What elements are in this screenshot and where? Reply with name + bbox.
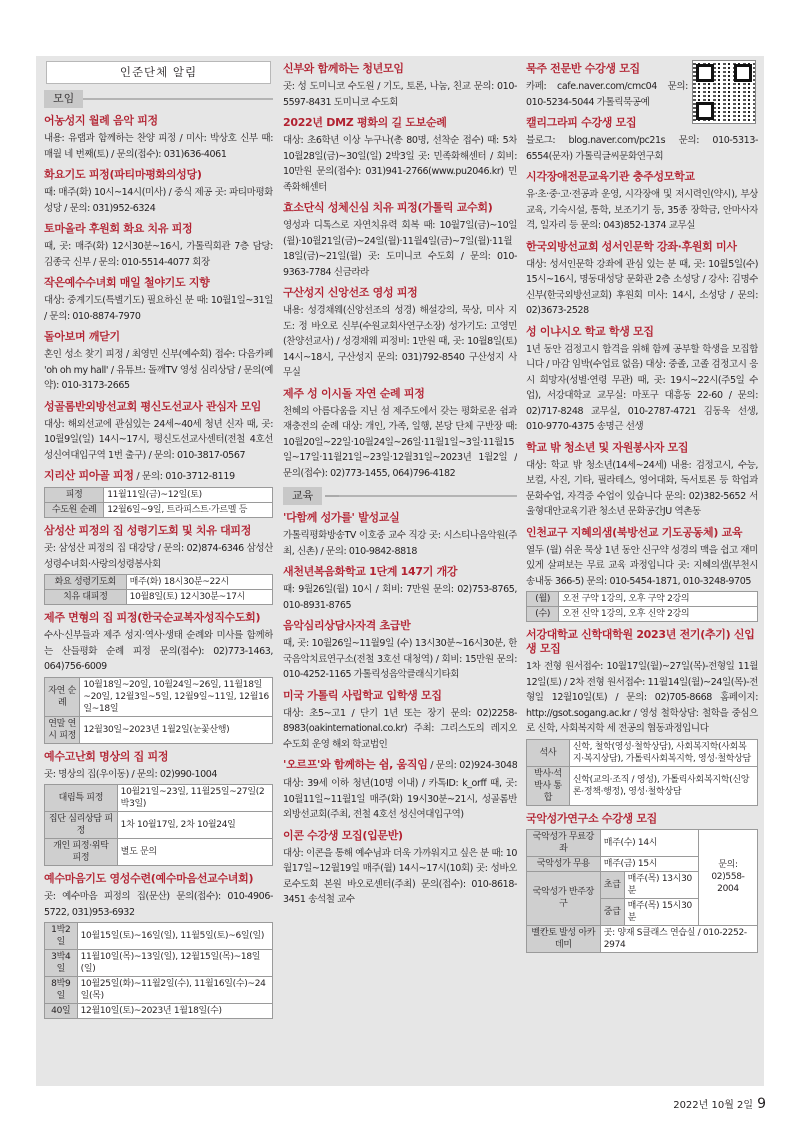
- column-2: [283, 56, 517, 1086]
- table-cell: 12월30일~2023년 1월2일(눈꽃산행): [80, 716, 273, 743]
- table-cell: 10월8일(토) 12시30분~17시: [126, 590, 272, 605]
- notice-item: [44, 750, 273, 867]
- table-cell: 오전 신약 1강의, 오후 신약 2강의: [559, 607, 758, 622]
- schedule-table: [44, 677, 273, 744]
- contact-cell: 문의: 02)558-2004: [699, 829, 758, 925]
- notice-title: 제주 성 이시돌 자연 순례 피정: [283, 386, 425, 400]
- notice-title: 서강대학교 신학대학원 2023년 전기(추기) 신입생 모집: [526, 628, 755, 655]
- notice-body: 대상: 성서인문학 강좌에 관심 있는 분 때, 곳: 10월5일(수) 15시~16시, 명동대성당 문화관 2층 소성당 / 강사: 김명수 신부(한국외방선교회) 후원회 미사: 14시, 소성당 / 문의: 02)3673-2528: [526, 258, 758, 316]
- table-cell: (수): [527, 607, 559, 622]
- notice-item: [44, 276, 273, 324]
- notice-title: 미국 가톨릭 사립학교 입학생 모집: [283, 688, 442, 702]
- table-cell: 자연 순례: [45, 677, 80, 716]
- notice-body: 천혜의 아름다움을 지닌 섬 제주도에서 갖는 평화로운 쉼과 재충전의 순례 대상: 개인, 가족, 일행, 본당 단체 구반장 때: 10월20일~22일·10월24일~26일·11월1일~3일·11월15일~17일·11월21일~23일·12월31일~2023년 1월2일 / 문의(접수): 02)773-1455, 064)796-4182: [283, 405, 517, 479]
- notice-body: 대상: 중계기도(특별기도) 필요하신 분 때: 10월1일~31일 / 문의: 010-8874-7970: [44, 295, 273, 322]
- notice-body: 때: 매주(화) 10시~14시(미사) / 중식 제공 곳: 파티마평화성당 / 문의: 031)952-6324: [44, 187, 273, 214]
- table-cell: 3박4일: [45, 950, 78, 977]
- schedule-table: [44, 487, 273, 518]
- title-text: '오르프'와 함께하는 쉼, 움직임: [283, 758, 428, 771]
- notice-title: 학교 밖 청소년 및 자원봉사자 모집: [526, 440, 689, 454]
- notice-title: 한국외방선교회 성서인문학 강좌·후원회 미사: [526, 239, 737, 253]
- notice-item: [283, 689, 517, 753]
- table-cell: 개인 피정·위탁 피정: [45, 839, 118, 866]
- notice-title: 성 이냐시오 학교 학생 모집: [526, 324, 654, 338]
- notice-item: [526, 170, 758, 234]
- notice-body: 때, 곳: 매주(화) 12시30분~16시, 가톨릭회관 7층 담당: 김종국 신부 / 문의: 010-5514-4077 회장: [44, 241, 273, 268]
- table-cell: 벨칸토 발성 아카데미: [527, 925, 601, 952]
- notice-item: [44, 114, 273, 162]
- notice-body: 1년 동안 검정고시 합격을 위해 함께 공부할 학생을 모집합니다 / 마감 임박(수업료 없음) 대상: 중졸, 고졸 검정고시 응시 희망자(성별·연령 무관) 때, 곳: 19시~22시(주5일 수업), 서강대학교 교무실: 마포구 대흥동 22-60 / 문의: 02)717-8248 교무실, 010-2787-4721 김동욱 선생, 010-9770-4375 송명근 선생: [526, 343, 758, 432]
- notice-body: 대상: 초5~고1 / 단기 1년 또는 장기 문의: 02)2258-8983(oakinternational.co.kr) 주최: 그리스도의 레지오 수도회 운영 해외 학교법인: [283, 707, 517, 750]
- table-cell: 치유 대피정: [45, 590, 127, 605]
- notice-title: 성골롬반외방선교회 평신도선교사 관심자 모임: [44, 399, 262, 413]
- notice-body: 대상: 39세 이하 청년(10명 이내) / 카톡ID: k_orff 때, 곳: 10월11일~11월1일 매주(화) 19시30분~21시, 성골롬반외방선교회(주최, 전철 4호선 성신여대입구역): [283, 778, 517, 820]
- table-cell: 국악성가 무용: [527, 856, 601, 871]
- notice-item: [283, 511, 517, 559]
- notice-title: 국악성가연구소 수강생 모집: [526, 811, 657, 825]
- notice-item: [44, 611, 273, 744]
- title-tail: / 문의: 010-3712-8119: [133, 471, 235, 482]
- notice-title: 어농성지 월례 음악 피정: [44, 114, 158, 127]
- notice-item: [283, 201, 517, 280]
- notice-body: 때: 9월26일(월) 10시 / 회비: 7만원 문의: 02)753-8765, 010-8931-8765: [283, 584, 517, 611]
- notice-body: 곳: 예수마음 피정의 집(문산) 문의(접수): 010-4906-5722, 031)953-6932: [44, 891, 273, 918]
- table-cell: 매주(목) 13시30분: [624, 871, 698, 898]
- notice-body: 1차 전형 원서접수: 10월17일(월)~27일(목)-전형일 11월12일(토) / 2차 전형 원서접수: 11월14일(월)~24일(목)-전형일 12월10일(토) / 문의: 02)705-8668 홈페이지: http://gsot.sogang.ac.kr / 영성 철학상담: 철학을 중심으로 신학, 사회복지학 세 전공의 협동과정입니다: [526, 661, 758, 734]
- notice-item: [44, 469, 273, 518]
- notice-body: 블로그: blog.naver.com/pc21s 문의: 010-5313-6554(문자) 가톨릭글씨문화연구회: [526, 135, 758, 162]
- column-1: [44, 56, 273, 1086]
- notice-title: 삼성산 피정의 집 성령기도회 및 치유 대피정: [44, 524, 252, 537]
- table-cell: 국악성가 무료강좌: [527, 829, 601, 856]
- notice-title: 음악심리상담사자격 초급반: [283, 619, 411, 632]
- notice-body: 내용: 유랩과 함께하는 찬양 피정 / 미사: 박상호 신부 때: 매월 네 번째(토) / 문의(접수): 031)636-4061: [44, 133, 273, 160]
- notice-body: 영성과 디톡스로 자연치유력 회복 때: 10월7일(금)~10일(월)·10월21일(금)~24일(월)·11월4일(금)~7일(월)·11월18일(금)~21일(월) 곳: 도미니코 수도회 / 문의: 010-9363-7784 신금라라: [283, 220, 517, 278]
- notice-body: 대상: 이콘을 통해 예수님과 더욱 가까워지고 싶은 분 때: 10월17일~12월19일 매주(월) 14시~17시(10회) 곳: 성바오로수도회 본원 바오로센터(주최) 문의(접수): 010-8618-3451 송석철 교수: [283, 847, 517, 905]
- table-cell: 초급: [600, 871, 624, 898]
- notice-item: [526, 441, 758, 520]
- notice-item: [283, 62, 517, 110]
- notice-body: 곳: 성 도미니코 수도원 / 기도, 토론, 나눔, 친교 문의: 010-5597-8431 도미니코 수도회: [283, 81, 517, 108]
- title-tail: / 문의: 02)924-3048: [427, 760, 517, 771]
- issue-date: 2022년 10월 2일: [673, 1100, 754, 1111]
- notice-body: 카페: cafe.naver.com/cmc04 문의: 010-5234-5044 가톨릭묵공예: [526, 81, 688, 108]
- notice-body: 때, 곳: 10월26일~11월9일 (수) 13시30분~16시30분, 한국음악치료연구소(전철 3호선 대청역) / 회비: 15만원 문의: 010-4252-1165 가톨릭성음악클래식기타회: [283, 638, 517, 680]
- notice-title: 효소단식 성체신심 치유 피정(가톨릭 교수회): [283, 201, 493, 214]
- table-cell: 중급: [600, 898, 624, 925]
- schedule-table: [526, 739, 758, 806]
- notice-body: 곳: 삼성산 피정의 집 대강당 / 문의: 02)874-6346 삼성산성령수녀회·사랑의성령봉사회: [44, 543, 273, 570]
- notice-item: [44, 524, 273, 605]
- notice-body: 수사·신부들과 제주 성지·역사·생태 순례와 미사를 함께하는 산들평화 순례 피정 문의(접수): 02)773-1463, 064)756-6009: [44, 630, 273, 672]
- notice-title: 예수고난회 명상의 집 피정: [44, 749, 169, 763]
- notice-title: [44, 469, 273, 484]
- notice-title: 2022년 DMZ 평화의 길 도보순례: [283, 116, 447, 129]
- notice-item: [283, 829, 517, 908]
- notice-item: [283, 565, 517, 613]
- notice-item: [526, 812, 758, 953]
- schedule-table: [44, 784, 273, 866]
- notice-title: '다함께 성가를' 발성교실: [283, 511, 400, 524]
- notice-title: 화요기도 피정(파티마평화의성당): [44, 168, 202, 181]
- schedule-table: [44, 574, 273, 605]
- table-cell: 곳: 양재 S클래스 연습실 / 010-2252-2974: [600, 925, 757, 952]
- tab-label: 모임: [44, 90, 83, 108]
- notice-body: 대상: 해외선교에 관심있는 24세~40세 청년 신자 때, 곳: 10월9일(일) 14시~17시, 평신도선교사센터(전철 4호선 성신여대입구역 1번 출구) / 문의: 010-3817-0567: [44, 418, 273, 461]
- notice-body: 곳: 명상의 집(우이동) / 문의: 02)990-1004: [44, 768, 218, 780]
- table-cell: 별도 문의: [117, 839, 272, 866]
- column-3: [526, 56, 758, 1086]
- table-cell: 피정: [45, 488, 104, 503]
- notice-title: 토마올라 후원회 화요 치유 피정: [44, 222, 193, 235]
- table-cell: 매주(금) 15시: [600, 856, 698, 871]
- notice-title: 새천년복음화학교 1단계 147기 개강: [283, 565, 458, 578]
- page-panel: [36, 56, 764, 1086]
- schedule-table: [526, 829, 758, 953]
- notice-item: [526, 628, 758, 806]
- table-cell: 대림특 피정: [45, 785, 118, 812]
- notice-item: [44, 168, 273, 216]
- notice-title: 구산성지 신앙선조 영성 피정: [283, 286, 418, 299]
- pencil-icon: [325, 491, 339, 501]
- table-cell: 1박2일: [45, 923, 78, 950]
- divider: [83, 98, 273, 100]
- table-cell: 석사: [527, 739, 570, 766]
- notice-item: [526, 325, 758, 435]
- title-text: 지리산 피아골 피정: [44, 469, 134, 482]
- notice-title: 예수마음기도 영성수련(예수마음선교수녀회): [44, 872, 254, 885]
- notice-body: 대상: 학교 밖 청소년(14세~24세) 내용: 검정고시, 수능, 보컬, 사진, 기타, 필라테스, 영어대화, 독서토론 등 학업과 문화수업, 자격증 수업이 있습니다 문의: 02)382-5652 서울형대안교육기관 청소년 문화공간JU 역촌동: [526, 459, 758, 517]
- page-number: 9: [757, 1096, 766, 1112]
- tab-label: 교육: [283, 487, 322, 505]
- notice-title: [283, 758, 517, 773]
- table-cell: 11월11일(금)~12일(토): [104, 488, 273, 503]
- schedule-table: [44, 922, 273, 1019]
- table-cell: 수도원 순례: [45, 503, 104, 518]
- notice-item: [44, 222, 273, 270]
- table-cell: 화요 성령기도회: [45, 575, 127, 590]
- notice-body: 내용: 성경채웨(신앙선조의 성경) 해설강의, 묵상, 미사 지도: 정 바오로 신부(수원교회사연구소장) 성가기도: 고영민(찬양선교사) / 성경채웨 피정비: 1만원 때, 곳: 10월8일(토) 14시~18시, 구산성지 문의: 031)792-8540 구산성지 사무실: [283, 305, 517, 378]
- table-cell: 8박9일: [45, 977, 78, 1004]
- notice-item: [283, 116, 517, 195]
- notice-item: [283, 286, 517, 381]
- notice-title: 제주 면형의 집 피정(한국순교복자성직수도회): [44, 611, 261, 624]
- table-cell: 국악성가 반주장구: [527, 871, 601, 925]
- notice-item: [283, 758, 517, 823]
- table-cell: 10월18일~20일, 10월24일~26일, 11월18일~20일, 12월3일~5일, 12월9일~11일, 12월16일~18일: [80, 677, 273, 716]
- notice-body: 유·초·중·고·전공과 운영, 시각장애 및 저시력인(약시), 부상교육, 기숙시설, 통학, 보조기기 등, 35종 장학금, 안마사자격, 일자리 등 문의: 043)852-1374 교무실: [526, 189, 758, 231]
- notice-item: [283, 619, 517, 683]
- notice-body: 대상: 초6학년 이상 누구나(총 80명, 선착순 접수) 때: 5차 10월28일(금)~30일(일) 2박3일 곳: 민족화해센터 / 회비: 10만원 문의(접수): 031)941-2766(www.pu2046.kr) 민족화해센터: [283, 135, 517, 193]
- notice-title: 신부와 함께하는 청년모임: [283, 62, 404, 75]
- notice-title: 시각장애전문교육기관 충주성모학교: [526, 170, 695, 183]
- table-cell: 40일: [45, 1004, 78, 1019]
- notice-title: 작은예수수녀회 매일 철야기도 지향: [44, 276, 210, 289]
- notice-title: 묵주 전문반 수강생 모집: [526, 62, 640, 75]
- divider: [339, 495, 517, 497]
- tab-education: [283, 487, 517, 505]
- notice-item: [526, 526, 758, 623]
- notice-item: [283, 387, 517, 482]
- qr-code-icon: [692, 60, 756, 124]
- table-cell: 10월21일~23일, 11월25일~27일(2박3일): [117, 785, 272, 812]
- table-cell: 신학(교의·조직 / 영성), 가톨릭사회복지학(신앙론·정책·행정), 영성·철학상담: [569, 766, 757, 805]
- notice-item: [44, 400, 273, 464]
- table-cell: 매주(화) 18시30분~22시: [126, 575, 272, 590]
- table-cell: 집단 심리상담 피정: [45, 812, 118, 839]
- table-cell: 매주(수) 14시: [600, 829, 698, 856]
- notice-item: [44, 330, 273, 394]
- notice-title: 이콘 수강생 모집(입문반): [283, 828, 403, 842]
- notice-title: 돌아보며 깨닫기: [44, 330, 120, 343]
- table-cell: 12월10일(토)~2023년 1월18일(수): [77, 1004, 272, 1019]
- notice-item: [526, 240, 758, 319]
- notice-body: 가톨릭평화방송TV 이호중 교수 직강 곳: 시스티나음악원(주최, 신촌) / 문의: 010-9842-8818: [283, 530, 517, 557]
- notice-title: 캘리그라피 수강생 모집: [526, 116, 637, 129]
- table-cell: 매주(목) 15시30분: [624, 898, 698, 925]
- tab-meetings: [44, 90, 273, 108]
- table-cell: 연말 연시 피정: [45, 716, 80, 743]
- table-cell: (월): [527, 592, 559, 607]
- table-cell: 10월15일(토)~16일(일), 11월5일(토)~6일(일): [77, 923, 272, 950]
- notice-body: 혼인 성소 찾기 피정 / 최영민 신부(예수회) 접수: 다음카페 'oh oh my hall' / 유튜브: 돌깨TV 영성 심리상담 / 문의(예약): 010-3173-2665: [44, 349, 273, 391]
- notice-item: [44, 872, 273, 1019]
- section-title: 인준단체 알림: [46, 61, 271, 84]
- notice-body: 열두 (월) 쉬운 묵상 1년 동안 신구약 성경의 맥을 쉽고 재미있게 살펴보는 무료 교육 과정입니다 곳: 지혜의샘(부천시 송내동 366-5) 문의: 010-5454-1871, 010-3248-9705: [526, 544, 758, 587]
- table-cell: 12월6일~9일, 트라피스트·가르멜 등: [104, 503, 273, 518]
- table-cell: 1차 10월17일, 2차 10월24일: [117, 812, 272, 839]
- schedule-table: [526, 591, 758, 622]
- notice-title: 인천교구 지혜의샘(북방선교 기도공동체) 교육: [526, 525, 743, 539]
- page-footer: [673, 1096, 766, 1112]
- table-cell: 11월10일(목)~13일(일), 12월15일(목)~18일(일): [77, 950, 272, 977]
- table-cell: 박사·석박사 통합: [527, 766, 570, 805]
- table-cell: 신학, 철학(영성·철학상담), 사회복지학(사회복지·복지상담), 가톨릭사회복지학, 영성·철학상담: [569, 739, 757, 766]
- table-cell: 오전 구약 1강의, 오후 구약 2강의: [559, 592, 758, 607]
- table-cell: 10월25일(화)~11월2일(수), 11월16일(수)~24일(목): [77, 977, 272, 1004]
